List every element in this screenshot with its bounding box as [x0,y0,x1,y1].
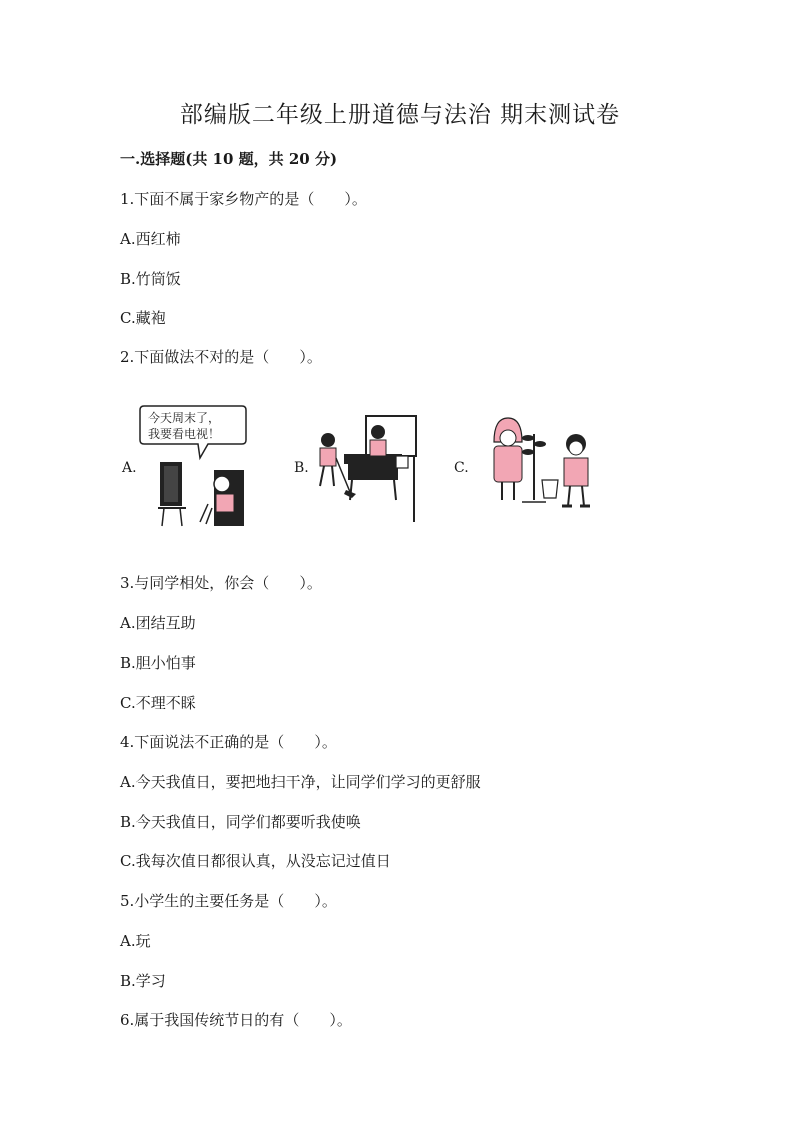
question-1-option-c: C.藏袍 [120,309,166,327]
page-title: 部编版二年级上册道德与法治 期末测试卷 [179,102,621,128]
question-5-stem: 5.小学生的主要任务是（ ）。 [120,892,337,910]
tv-watching-illustration [138,404,250,528]
speech-bubble-line-1: 今天周末了， [148,411,221,425]
question-5-option-a: A.玩 [120,932,151,950]
cleaning-classroom-illustration [310,414,420,524]
question-1-option-b: B.竹筒饭 [120,270,181,288]
question-6-stem: 6.属于我国传统节日的有（ ）。 [120,1011,352,1029]
question-4-option-c: C.我每次值日都很认真，从没忘记过值日 [120,852,391,870]
picture-option-a-label: A. [122,460,137,476]
question-2-illustrations [118,400,598,530]
question-5-option-b: B.学习 [120,972,166,990]
question-4-option-a: A.今天我值日，要把地扫干净，让同学们学习的更舒服 [120,773,481,791]
picture-option-b-label: B. [294,460,309,476]
question-2-stem: 2.下面做法不对的是（ ）。 [120,348,322,366]
question-1-stem: 1.下面不属于家乡物产的是（ ）。 [120,190,367,208]
question-1-option-a: A.西红柿 [120,230,181,248]
question-3-option-c: C.不理不睬 [120,694,196,712]
question-3-stem: 3.与同学相处，你会（ ）。 [120,574,322,592]
picture-option-c-label: C. [454,460,469,476]
question-3-option-b: B.胆小怕事 [120,654,196,672]
section-heading: 一.选择题(共 10 题，共 20 分) [120,150,338,168]
question-4-stem: 4.下面说法不正确的是（ ）。 [120,733,337,751]
question-4-option-b: B.今天我值日，同学们都要听我使唤 [120,813,361,831]
question-3-option-a: A.团结互助 [120,614,196,632]
planting-tree-illustration [486,414,598,524]
speech-bubble-line-2: 我要看电视！ [148,427,221,441]
